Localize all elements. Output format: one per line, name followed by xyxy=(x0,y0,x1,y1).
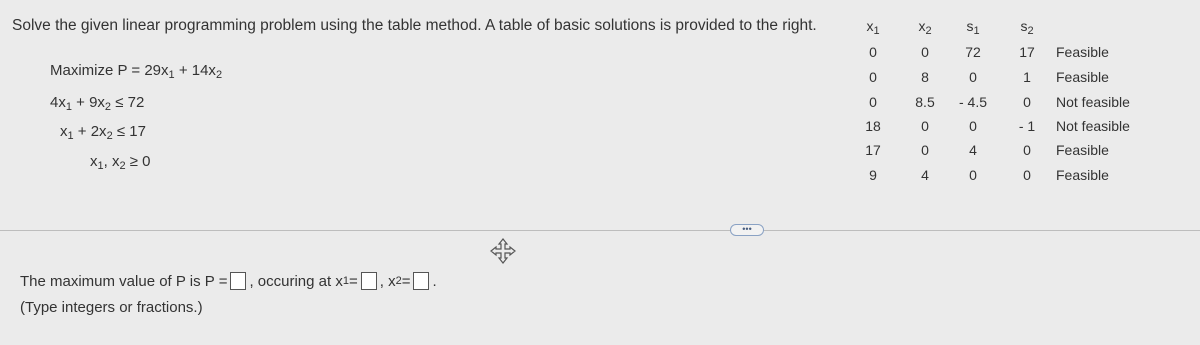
table-cell: 8.5 xyxy=(915,94,935,110)
header-x2-base: x xyxy=(918,18,926,34)
table-status: Feasible xyxy=(1056,167,1109,183)
table-status: Feasible xyxy=(1056,69,1109,85)
header-x1 xyxy=(853,18,893,37)
header-s2-sub: 2 xyxy=(1027,25,1034,37)
table-status: Not feasible xyxy=(1056,94,1130,110)
c1-a: 4x xyxy=(50,94,66,111)
table-cell: - 4.5 xyxy=(958,94,987,110)
answer-hint: (Type integers or fractions.) xyxy=(20,299,203,316)
header-s1-sub: 1 xyxy=(973,25,980,37)
header-s1 xyxy=(953,18,993,37)
table-cell: 4 xyxy=(921,167,929,183)
table-cell: 17 xyxy=(865,142,881,158)
answer-label-x2: , x xyxy=(379,272,396,290)
answer-label-x1: , occuring at x xyxy=(249,272,343,290)
c2-a-sub: 1 xyxy=(67,130,74,142)
header-s1-base: s xyxy=(966,18,974,34)
header-s2-base: s xyxy=(1020,18,1028,34)
table-cell: 0 xyxy=(969,69,977,85)
c2-a: x xyxy=(60,123,68,140)
table-cell: 72 xyxy=(965,44,981,60)
c3-b: , x xyxy=(103,153,120,170)
table-cell: 4 xyxy=(969,142,977,158)
answer-x2-eq: = xyxy=(401,272,411,290)
c3-a-sub: 1 xyxy=(97,160,104,172)
header-s2 xyxy=(1007,18,1047,37)
c1-b-sub: 2 xyxy=(104,101,112,113)
table-cell: 0 xyxy=(1023,94,1031,110)
table-status: Feasible xyxy=(1056,44,1109,60)
x2-input[interactable] xyxy=(413,272,429,290)
table-cell: 0 xyxy=(921,142,929,158)
c1-a-sub: 1 xyxy=(65,101,72,113)
c1-c: ≤ 72 xyxy=(111,94,145,111)
table-cell: 0 xyxy=(869,69,877,85)
table-cell: 0 xyxy=(1023,167,1031,183)
header-x2-sub: 2 xyxy=(925,25,932,37)
table-cell: 9 xyxy=(869,167,877,183)
constraint-1 xyxy=(50,94,144,113)
answer-x1-sub: 1 xyxy=(342,275,349,287)
table-cell: 0 xyxy=(869,44,877,60)
move-arrows-icon[interactable] xyxy=(489,237,517,265)
table-cell: 0 xyxy=(1023,142,1031,158)
answer-x2-sub: 2 xyxy=(395,275,402,287)
header-x2 xyxy=(905,18,945,37)
c2-b: + 2x xyxy=(73,123,107,140)
constraint-2 xyxy=(60,123,146,142)
answer-x1-eq: = xyxy=(348,272,358,290)
table-cell: 0 xyxy=(969,118,977,134)
c3-a: x xyxy=(90,153,98,170)
table-cell: 17 xyxy=(1019,44,1035,60)
header-x1-sub: 1 xyxy=(873,25,880,37)
objective-function xyxy=(50,62,222,81)
objective-text: Maximize P = 29x xyxy=(50,62,169,79)
table-cell: 18 xyxy=(865,118,881,134)
table-cell: 0 xyxy=(921,118,929,134)
c1-b: + 9x xyxy=(71,94,105,111)
objective-text-2: + 14x xyxy=(174,62,216,79)
table-cell: 0 xyxy=(869,94,877,110)
table-status: Feasible xyxy=(1056,142,1109,158)
table-cell: 8 xyxy=(921,69,929,85)
c3-c: ≥ 0 xyxy=(125,153,151,170)
problem-prompt: Solve the given linear programming problem using the table method. A table of basic solutions is provided to the right. xyxy=(12,17,817,34)
objective-sub-2: 2 xyxy=(215,69,223,81)
objective-sub: 1 xyxy=(168,69,175,81)
table-cell: 0 xyxy=(921,44,929,60)
answer-end-period: . xyxy=(432,272,437,290)
max-p-input[interactable] xyxy=(230,272,246,290)
constraint-nonneg xyxy=(90,153,151,172)
section-divider xyxy=(0,230,1200,231)
table-cell: 1 xyxy=(1023,69,1031,85)
c2-b-sub: 2 xyxy=(106,130,113,142)
x1-input[interactable] xyxy=(361,272,377,290)
answer-label-p: The maximum value of P is P = xyxy=(20,272,228,290)
more-options-button[interactable]: ••• xyxy=(730,224,764,236)
c3-b-sub: 2 xyxy=(119,160,126,172)
table-cell: - 1 xyxy=(1018,118,1036,134)
answer-line xyxy=(20,272,437,290)
header-x1-base: x xyxy=(866,18,874,34)
table-status: Not feasible xyxy=(1056,118,1130,134)
table-cell: 0 xyxy=(969,167,977,183)
c2-c: ≤ 17 xyxy=(112,123,146,140)
